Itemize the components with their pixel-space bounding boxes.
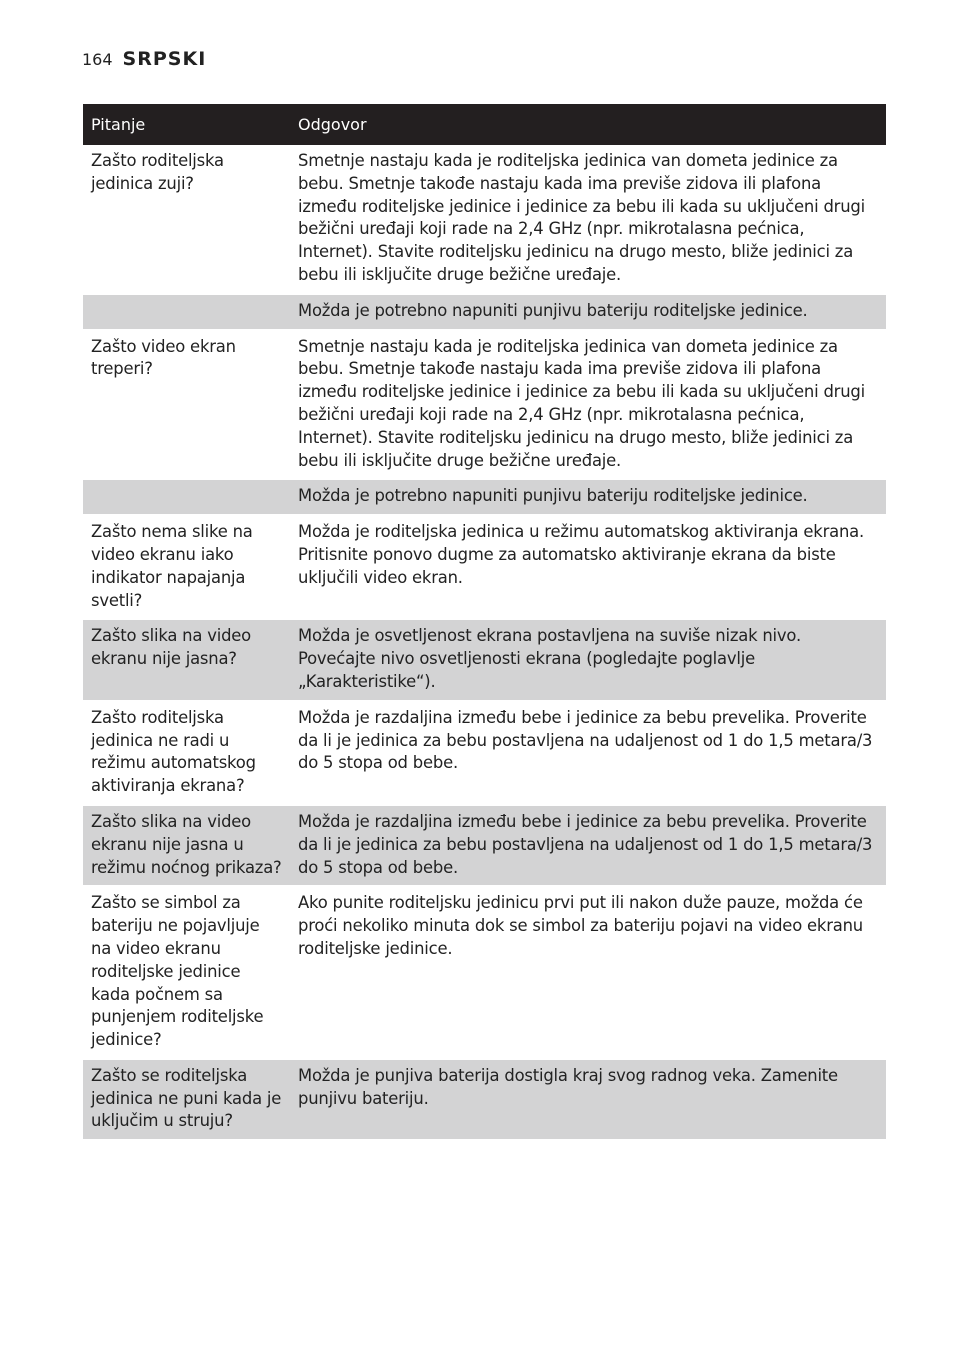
table-row xyxy=(83,479,886,515)
answer-cell: Ako punite roditeljsku jedinicu prvi put ili nakon duže pauze, možda će proći nekoliko minuta dok se simbol za bateriju pojavi na video ekranu roditeljske jedinice. xyxy=(290,886,886,1059)
question-cell: Zašto roditeljska jedinica zuji? xyxy=(83,145,290,294)
answer-cell: Možda je razdaljina između bebe i jedinice za bebu prevelika. Proverite da li je jedinica za bebu postavljena na udaljenost od 1 do 1,5 metara/3 do 5 stopa od bebe. xyxy=(290,701,886,805)
answer-cell: Možda je razdaljina između bebe i jedinice za bebu prevelika. Proverite da li je jedinica za bebu postavljena na udaljenost od 1 do 1,5 metara/3 do 5 stopa od bebe. xyxy=(290,805,886,886)
faq-table xyxy=(83,104,886,1141)
table-row xyxy=(83,515,886,619)
question-cell: Zašto video ekran treperi? xyxy=(83,330,290,480)
table-row xyxy=(83,805,886,886)
question-cell: Zašto roditeljska jedinica ne radi u režimu automatskog aktiviranja ekrana? xyxy=(83,701,290,805)
answer-cell: Možda je punjiva baterija dostigla kraj svog radnog veka. Zamenite punjivu bateriju. xyxy=(290,1059,886,1140)
question-cell: Zašto se roditeljska jedinica ne puni kada je uključim u struju? xyxy=(83,1059,290,1140)
table-row xyxy=(83,619,886,700)
question-cell xyxy=(83,479,290,515)
table-row xyxy=(83,886,886,1059)
table-row xyxy=(83,701,886,805)
table-row xyxy=(83,1059,886,1140)
page-header xyxy=(82,48,206,74)
answer-cell: Smetnje nastaju kada je roditeljska jedinica van dometa jedinice za bebu. Smetnje takođe nastaju kada ima previše zidova ili plafona između roditeljske jedinice i jedinice za bebu ili kada su uključeni drugi bežični uređaji koji rade na 2,4 GHz (npr. mikrotalasna pećnica, Internet). Stavite roditeljsku jedinicu na drugo mesto, bliže jedinici za bebu ili isključite druge bežične uređaje. xyxy=(290,145,886,294)
page-number: 164 xyxy=(82,50,113,69)
column-header-question: Pitanje xyxy=(83,104,290,145)
question-cell: Zašto nema slike na video ekranu iako indikator napajanja svetli? xyxy=(83,515,290,619)
question-cell xyxy=(83,294,290,330)
table-row xyxy=(83,294,886,330)
column-header-answer: Odgovor xyxy=(290,104,886,145)
answer-cell: Možda je osvetljenost ekrana postavljena na suviše nizak nivo. Povećajte nivo osvetljenosti ekrana (pogledajte poglavlje „Karakteristike“). xyxy=(290,619,886,700)
question-cell: Zašto slika na video ekranu nije jasna? xyxy=(83,619,290,700)
answer-cell: Možda je potrebno napuniti punjivu bateriju roditeljske jedinice. xyxy=(290,294,886,330)
answer-cell: Smetnje nastaju kada je roditeljska jedinica van dometa jedinice za bebu. Smetnje takođe nastaju kada ima previše zidova ili plafona između roditeljske jedinice i jedinice za bebu ili kada su uključeni drugi bežični uređaji koji rade na 2,4 GHz (npr. mikrotalasna pećnica, Internet). Stavite roditeljsku jedinicu na drugo mesto, bliže jedinici za bebu ili isključite druge bežične uređaje. xyxy=(290,330,886,480)
table-row xyxy=(83,145,886,294)
question-cell: Zašto slika na video ekranu nije jasna u režimu noćnog prikaza? xyxy=(83,805,290,886)
answer-cell: Možda je roditeljska jedinica u režimu automatskog aktiviranja ekrana. Pritisnite ponovo dugme za automatsko aktiviranje ekrana da biste uključili video ekran. xyxy=(290,515,886,619)
answer-cell: Možda je potrebno napuniti punjivu bateriju roditeljske jedinice. xyxy=(290,479,886,515)
question-cell: Zašto se simbol za bateriju ne pojavljuje na video ekranu roditeljske jedinice kada počnem sa punjenjem roditeljske jedinice? xyxy=(83,886,290,1059)
table-header-row xyxy=(83,104,886,145)
table-row xyxy=(83,330,886,480)
faq-body xyxy=(83,145,886,1140)
section-title: SRPSKI xyxy=(122,48,207,70)
